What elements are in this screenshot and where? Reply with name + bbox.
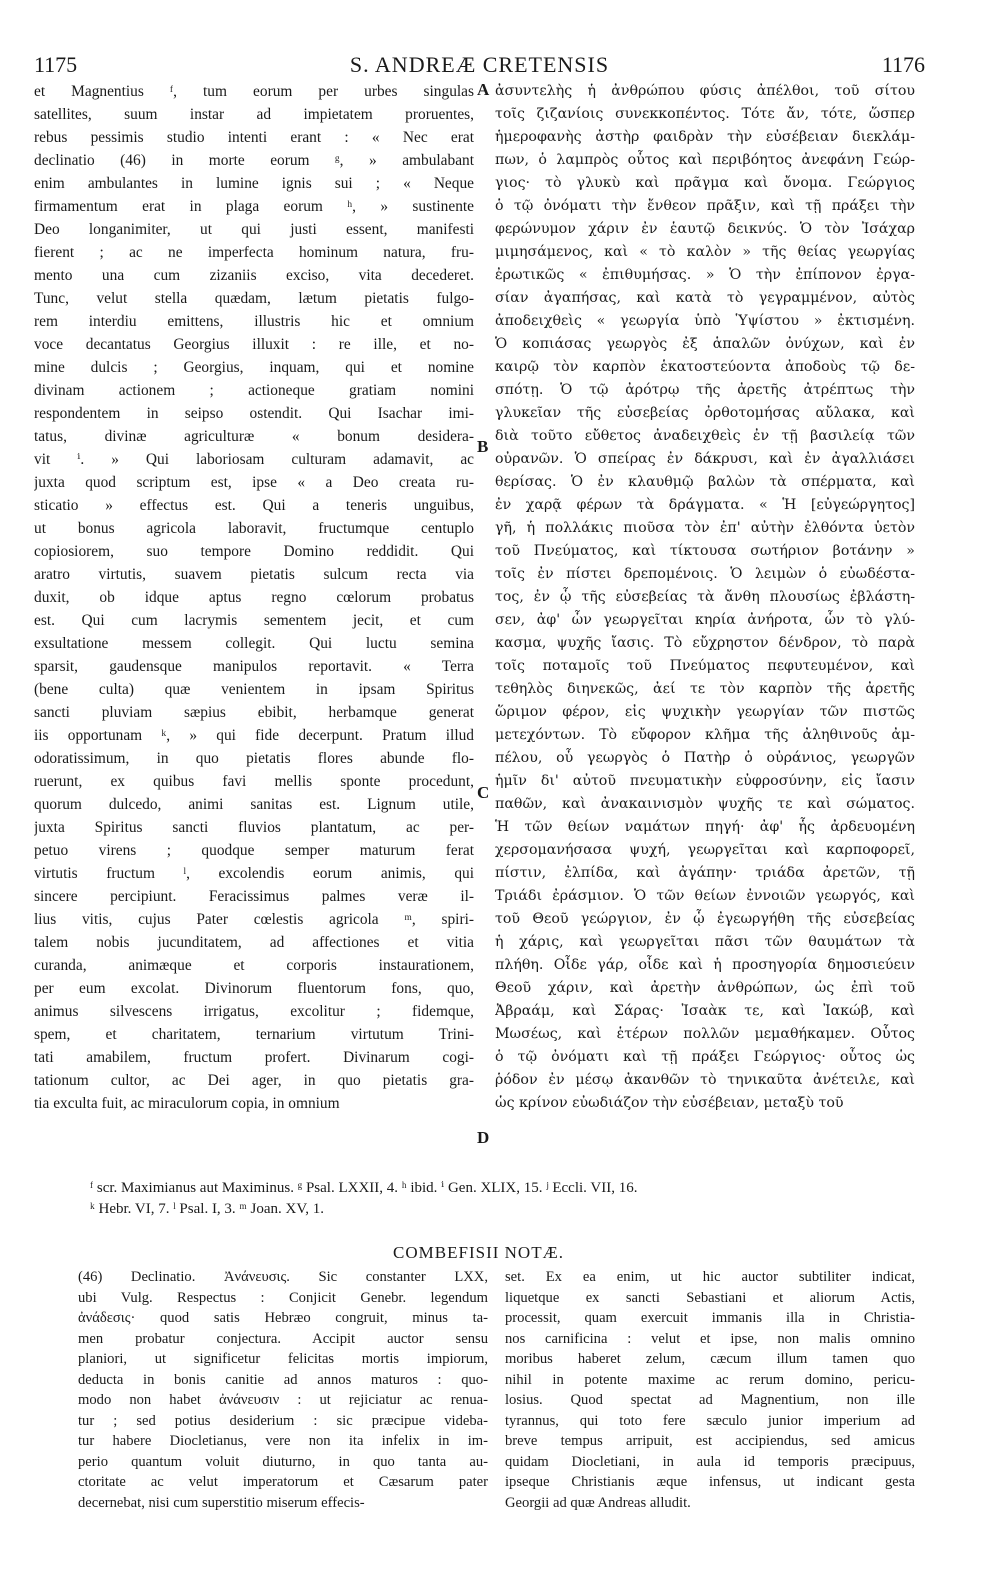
margin-marker-b: B	[477, 437, 489, 456]
latin-text-line: (bene culta) quæ venientem in ipsam Spiritus	[34, 681, 474, 698]
latin-text-line: sancti pluviam sæpius ebibit, herbamque generat	[34, 704, 474, 721]
latin-text-line: rem interdiu emittens, illustris hic et omnium	[34, 313, 474, 330]
latin-text-line: voce decantatus Georgius illuxit : re ille, et no-	[34, 336, 474, 353]
greek-text-line: ἡ χάρις, καὶ γεωργεῖται πᾶσι τῶν θαυμάτων τὰ	[495, 934, 915, 950]
latin-text-line: juxta Spiritus sancti fluvios plantatum, ac per-	[34, 819, 474, 836]
greek-text-line: ἡμῖν δι' αὐτοῦ πνευματικὴν εὐφροσύνην, εἰς ἴασιν	[495, 773, 915, 789]
greek-text-line: σίαν ἀγαπήσας, καὶ κατὰ τὸ γεγραμμένον, αὐτὸς	[495, 290, 915, 306]
greek-text-line: ὁ τῷ ὀνόματι τὴν ἔνθεον πρᾶξιν, καὶ τῇ πράξει τὴν	[495, 198, 915, 214]
note-text-line: processit, quam exercuit immanis illa in Christia-	[505, 1310, 915, 1326]
note-text-line: deducta in bonis canitie ad annos maturos : quo-	[78, 1371, 488, 1388]
greek-text-line: Μωσέως, καὶ ἑτέρων πολλῶν μεμαθήκαμεν. Οὗτος	[495, 1026, 915, 1042]
greek-text-line: γλυκεῖαν τῆς εὐσεβείας ὀρθοτομήσας αὔλακα, καὶ	[495, 405, 915, 421]
latin-text-line: declinatio (46) in morte eorum ᵍ, » ambulabant	[34, 152, 474, 169]
margin-marker-d: D	[477, 1128, 490, 1147]
left-page-number: 1175	[34, 52, 78, 77]
latin-text-line: lius vitis, cujus Pater cœlestis agricola ᵐ, spiri-	[34, 911, 474, 928]
latin-text-line: spem, et charitatem, ternarium virtutum Trini-	[34, 1026, 474, 1043]
latin-text-line: exsultatione messem collegit. Qui luctu semina	[34, 635, 474, 652]
note-text-line: nos carnificina : velut et ipse, non malis omnino	[505, 1330, 915, 1347]
footnote-line: ᶠ scr. Maximianus aut Maximinus. ᵍ Psal. LXXII, 4. ʰ ibid. ⁱ Gen. XLIX, 15. ʲ Eccli. VII, 16.	[90, 1180, 638, 1196]
greek-text-line: σεν, ἀφ' ὧν γεωργεῖται κηρία ἀνήροτα, ὧν τὸ γλύ-	[495, 612, 915, 628]
greek-text-line: τοῖς ζιζανίοις συνεκκοπέντος. Τότε ἄν, τότε, ὥσπερ	[495, 106, 915, 122]
greek-text-line: ῥόδον ἐν μέσῳ ἀκανθῶν τὸ τηνικαῦτα ἀνέτειλε, καὶ	[495, 1072, 915, 1088]
note-text-line: liquetque ex sancti Sebastiani et aliorum Actis,	[505, 1289, 915, 1306]
latin-text-line: tati amabilem, fructum profert. Divinarum cogi-	[34, 1049, 474, 1066]
greek-text-line: ἡμεροφανὴς ἀστὴρ φαιδρὰν τὴν εὐσέβειαν διεκλάμ-	[495, 129, 915, 145]
greek-text-line: τοῦ Πνεύματος, καὶ τίκτουσα σωτήριον βοτάνην »	[495, 543, 915, 559]
greek-text-line: μετεχόντων. Τὸ εὔφορον κλῆμα τῆς ἀληθινοῦς ἀμ-	[495, 727, 915, 743]
latin-text-line: petuo virens ; quodque semper maturum ferat	[34, 842, 474, 859]
note-text-line: tyrannus, qui toto fere sæculo junior imperium ad	[505, 1412, 915, 1429]
greek-text-line: παθῶν, καὶ ἀνακαινισμὸν ψυχῆς τε καὶ σώματος.	[495, 796, 915, 812]
note-text-line: ἀνάδεσις· quod satis Hebræo congruit, minus ta-	[78, 1310, 488, 1326]
greek-text-line: χερσομανήσασα ψυχή, γεωργεῖται καὶ καρποφορεῖ,	[495, 842, 915, 858]
latin-text-line: iis opportunam ᵏ, » qui fide decerpunt. Pratum illud	[34, 727, 474, 744]
latin-text-line: virtutis fructum ˡ, excolendis eorum animis, qui	[34, 865, 474, 882]
note-text-line: perio quantum voluit diuturno, in quo tanta au-	[78, 1453, 488, 1470]
greek-text-line: τεθηλὸς διηνεκῶς, ἀεί τε τὸν καρπὸν τῆς ἀρετῆς	[495, 681, 915, 697]
latin-text-line: odoratissimum, in quo pietatis flores abunde flo-	[34, 750, 474, 767]
right-page-number: 1176	[881, 52, 925, 77]
latin-text-line: ut bonus agricola laboravit, fructumque centuplo	[34, 520, 474, 537]
note-text-line: moribus haberet zelum, cæcum illum tamen quo	[505, 1351, 915, 1367]
greek-text-line: διὰ τοῦτο εὔθετος ἀναδειχθεὶς ἐν τῇ βασιλείᾳ τῶν	[495, 428, 915, 444]
greek-text-line: τος, ἐν ᾧ τῆς εὐσεβείας τὰ ἄνθη πλουσίως ἐβλάστη-	[495, 589, 915, 605]
greek-text-line: τοῖς ποταμοῖς τοῦ Πνεύματος πεφυτευμένον, καὶ	[495, 658, 915, 674]
greek-text-line: γῆ, ἡ πολλάκις πιοῦσα τὸν ἐπ' αὐτὴν ἐλθόντα ὑετὸν	[495, 520, 915, 536]
greek-text-line: θερίσας. Ὁ ἐν κλαυθμῷ βαλὼν τὰ σπέρματα, καὶ	[495, 474, 915, 490]
note-text-line: (46) Declinatio. Ἀνάνευσις. Sic constanter LXX,	[78, 1269, 488, 1285]
greek-text-line: σπότῃ. Ὁ τῷ ἀρότρῳ τῆς ἀρετῆς ἀτρέπτως τὴν	[495, 382, 915, 398]
running-title: S. ANDREÆ CRETENSIS	[349, 52, 610, 77]
notes-left-column	[78, 1267, 488, 1513]
note-text-line: ipseque Christianis æque infensus, ut indicant gesta	[505, 1474, 915, 1490]
latin-text-line: vit ⁱ. » Qui laboriosam culturam adamavit, ac	[34, 451, 474, 468]
greek-text-line: γιος· τὸ γλυκὺ καὶ πρᾶγμα καὶ ὄνομα. Γεώργιος	[495, 175, 915, 191]
note-text-line: planiori, ut significetur felicitas mortis impiorum,	[78, 1351, 488, 1367]
footnote-line: ᵏ Hebr. VI, 7. ˡ Psal. I, 3. ᵐ Joan. XV, 1.	[90, 1201, 324, 1217]
notes-title: COMBEFISII NOTÆ.	[393, 1243, 564, 1262]
greek-text-line: Ἀβραάμ, καὶ Σάρας· Ἰσαὰκ τε, καὶ Ἰακώβ, καὶ	[495, 1003, 915, 1019]
greek-text-line: κασμα, ψυχῆς ἴασις. Τὸ εὔχρηστον δένδρον, τὸ παρὰ	[495, 635, 915, 651]
latin-text-line: ruerunt, ex quibus favi mellis sponte procedunt,	[34, 773, 474, 790]
latin-text-line: mine dulcis ; Georgius, inquam, qui et nomine	[34, 359, 474, 376]
greek-text-line: πέλου, οὗ γεωργὸς ὁ Πατὴρ ὁ οὐράνιος, γεωργῶν	[495, 750, 915, 766]
margin-marker-a: A	[477, 80, 490, 99]
latin-text-line: satellites, suum instar ad impietatem proruentes,	[34, 106, 474, 123]
latin-text-line: sticatio » effectus est. Qui a teneris unguibus,	[34, 497, 474, 514]
latin-text-line: tatus, divinæ agriculturæ « bonum desidera-	[34, 428, 474, 445]
latin-column	[34, 80, 474, 1115]
latin-text-line: divinam actionem ; actioneque gratiam nomini	[34, 382, 474, 399]
note-text-line: modo non habet ἀνάνευσιν : ut rejiciatur ac renua-	[78, 1392, 488, 1408]
latin-text-line: est. Qui cum lacrymis sementem jecit, et cum	[34, 612, 474, 629]
latin-text-line: quorum dulcedo, animi sanitas est. Lignum utile,	[34, 796, 474, 813]
greek-text-line: οὐρανῶν. Ὁ σπείρας ἐν δάκρυσι, καὶ ἐν ἀγαλλιάσει	[495, 451, 915, 467]
greek-text-line: Ἡ τῶν θείων ναμάτων πηγή· ἀφ' ἧς ἀρδευομένη	[495, 819, 915, 835]
note-text-line: nihil in potente maxime ac rerum domino, pericu-	[505, 1371, 915, 1388]
note-text-line: quidam Diocletiani, in aula id temporis præcipuus,	[505, 1453, 915, 1470]
note-text-line: losius. Quod spectat ad Magnentium, non ille	[505, 1392, 915, 1408]
latin-text-line: fierent ; ac ne imperfecta hominum natura, fru-	[34, 244, 474, 261]
notes-right-column	[505, 1267, 915, 1513]
latin-text-line: duxit, ob idque aptus regno cœlorum probatus	[34, 589, 474, 606]
latin-text-line: Deo longanimiter, ut qui justi essent, manifesti	[34, 221, 474, 238]
greek-text-line: Ὁ κοπιάσας γεωργὸς ἐξ ἁπαλῶν ὀνύχων, καὶ ἐν	[495, 336, 915, 352]
latin-text-line: enim ambulantes in lumine ignis sui ; « Neque	[34, 175, 474, 192]
greek-column	[495, 80, 915, 1115]
latin-text-line: tationum cultor, ac Dei ager, in quo pietatis gra-	[34, 1072, 474, 1089]
note-text-line: ubi Vulg. Respectus : Conjicit Genebr. legendum	[78, 1289, 488, 1306]
note-text-line: set. Ex ea enim, ut hic auctor subtiliter indicat,	[505, 1269, 915, 1285]
latin-text-line: respondentem in seipso ostendit. Qui Isachar imi-	[34, 405, 474, 422]
greek-text-line: ὡς κρίνον εὐωδιάζον τὴν εὐσέβειαν, μεταξὺ τοῦ	[495, 1095, 844, 1111]
footnotes	[90, 1178, 950, 1220]
greek-text-line: μιμησάμενος, καὶ « τὸ καλὸν » τῆς θείας γεωργίας	[495, 244, 915, 260]
note-text-line: men probatur conjectura. Accipit auctor sensu	[78, 1330, 488, 1347]
latin-text-line: juxta quod scriptum est, ipse « a Deo creata ru-	[34, 474, 474, 491]
greek-text-line: πίστιν, ἐλπίδα, καὶ ἀγάπην· τριάδα ἀρετῶν, τῇ	[495, 865, 915, 881]
greek-text-line: ἀποδειχθεὶς « γεωργία ὑπὸ Ὑψίστου » ἐκτισμένη.	[495, 313, 915, 329]
note-text-line: breve tempus arripuit, est accipiendus, sed amicus	[505, 1433, 915, 1449]
greek-text-line: τοῦ Θεοῦ γεώργιον, ἐν ᾧ ἐγεωργήθη τῆς εὐσεβείας	[495, 911, 915, 927]
greek-text-line: πλήθη. Οἶδε γάρ, οἶδε καὶ ἡ προσηγορία δημοσιεύειν	[495, 957, 915, 973]
note-text-line: tur habere Diocletianus, vere non ita infelix in im-	[78, 1433, 488, 1449]
latin-text-line: mento una cum zizaniis exciso, vita decederet.	[34, 267, 474, 284]
latin-text-line: talem nobis jucunditatem, ad affectiones et vitia	[34, 934, 474, 951]
latin-text-line: Tunc, velut stella quædam, lætum pietatis fulgo-	[34, 290, 474, 307]
latin-text-line: et Magnentius ᶠ, tum eorum per urbes singulas	[34, 83, 474, 100]
latin-text-line: animus silvescens irrigatus, excolitur ; fidemque,	[34, 1003, 474, 1020]
greek-text-line: ἀσυντελὴς ἡ ἀνθρώπου φύσις ἀπέλθοι, τοῦ σίτου	[495, 83, 915, 99]
greek-text-line: ὁ τῷ ὀνόματι καὶ τῇ πράξει Γεώργιος· οὗτος ὡς	[495, 1049, 915, 1065]
greek-text-line: καιρῷ τὸν καρπὸν ἑκατοστεύοντα ἀποδοὺς τῷ δε-	[495, 359, 915, 375]
latin-text-line: firmamentum erat in plaga eorum ʰ, » sustinente	[34, 198, 474, 215]
greek-text-line: Τριάδι ἐράσμιον. Ὁ τῶν θείων ἐννοιῶν γεωργός, καὶ	[495, 888, 915, 904]
latin-text-line: copiosiorem, suo tempore Domino reddidit. Qui	[34, 543, 474, 560]
greek-text-line: πων, ὁ λαμπρὸς οὗτος καὶ περιβόητος ἀνεφάνη Γεώρ-	[495, 152, 915, 168]
note-text-line: Georgii ad quæ Andreas alludit.	[505, 1494, 691, 1511]
latin-text-line: curanda, animæque et corporis instaurationem,	[34, 957, 474, 974]
latin-text-line: per eum excolat. Divinorum fluentorum fons, quo,	[34, 980, 474, 997]
greek-text-line: τοῖς ἐν πίστει δρεπομένοις. Ὁ λειμὼν ὁ εὐωδέστα-	[495, 566, 915, 582]
latin-text-line: sincere percipiunt. Feracissimus palmes veræ il-	[34, 888, 474, 905]
latin-text-line: tia exculta fuit, ac miraculorum copia, in omnium	[34, 1095, 340, 1112]
note-text-line: decernebat, nisi cum superstitio miserum effecis-	[78, 1494, 365, 1511]
greek-text-line: φερώνυμον χάριν ἐν ἑαυτῷ δεικνύς. Ὁ τὸν Ἰσάχαρ	[495, 221, 915, 237]
greek-text-line: Θεοῦ χάριν, καὶ ἀρετὴν ἀνθρώπων, ὡς ἐπὶ τοῦ	[495, 980, 915, 996]
greek-text-line: ἐρωτικῶς « ἐπιθυμήσας. » Ὁ τὴν ἐπίπονον ἐργα-	[495, 267, 915, 283]
page-header	[34, 52, 925, 80]
greek-text-line: ἐν χαρᾷ φέρων τὰ δράγματα. « Ἡ [εὐγεώργητος]	[495, 497, 915, 513]
latin-text-line: aratro virtutis, suavem pietatis sulcum recta via	[34, 566, 474, 583]
latin-text-line: rebus pessimis studio intenti erant : « Nec erat	[34, 129, 474, 146]
margin-marker-c: C	[477, 783, 490, 802]
latin-text-line: sparsit, gaudensque manipulos reportavit. « Terra	[34, 658, 474, 675]
greek-text-line: ὥριμον φέρον, εἰς ψυχικὴν γεωργίαν τῶν πιστῶς	[495, 704, 915, 720]
note-text-line: tur ; sed potius desiderium : sic præcipue videba-	[78, 1412, 488, 1429]
note-text-line: ctoritate ac velut imperatorum et Cæsarum pater	[78, 1474, 488, 1490]
